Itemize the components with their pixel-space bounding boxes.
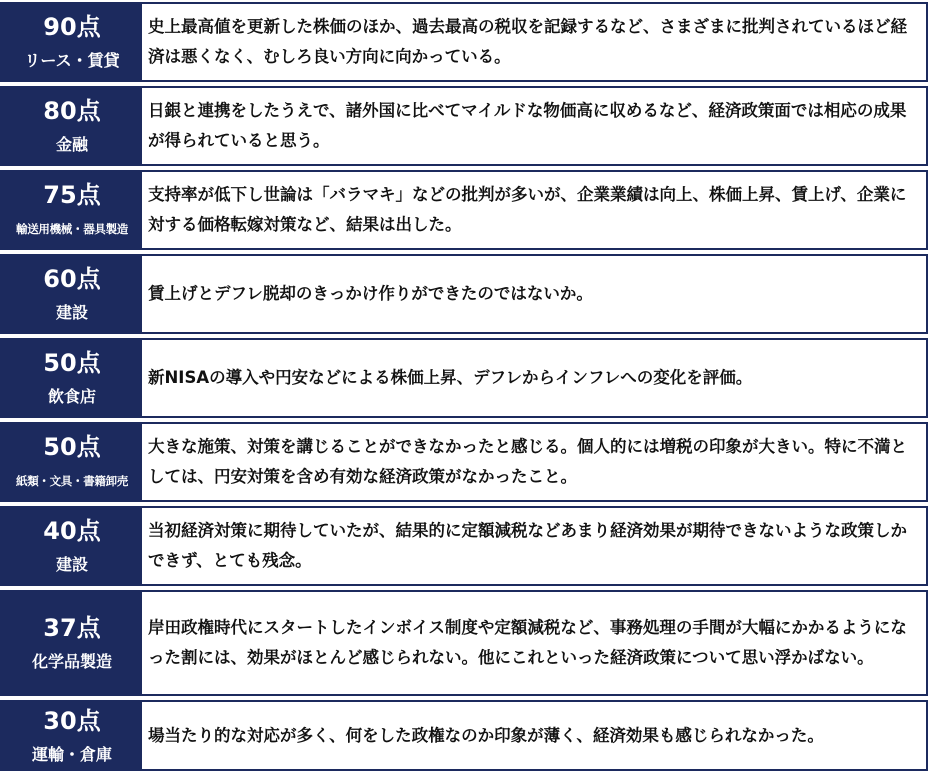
score: 30点 [43,706,101,735]
comment: 支持率が低下し世論は「バラマキ」などの批判が多いが、企業業績は向上、株価上昇、賃上げ、企業に対する価格転嫁対策など、結果は出した。 [148,185,907,234]
row-label [2,172,142,248]
table-row [0,338,928,418]
score: 90点 [43,13,101,41]
industry: 飲食店 [47,387,96,406]
comment: 岸田政権時代にスタートしたインボイス制度や定額減税など、事務処理の手間が大幅にかかるようになった割には、効果がほとんど感じられない。他にこれといった経済政策について思い浮かばない。 [148,618,907,667]
table-row [0,254,928,334]
table-row [0,700,928,771]
row-label [2,256,142,332]
table-row [0,170,928,250]
row-label [2,4,142,80]
comment: 大きな施策、対策を講じることができなかったと感じる。個人的には増税の印象が大きい。特に不満としては、円安対策を含め有効な経済政策がなかったこと。 [148,437,907,486]
row-label [2,340,142,416]
score: 50点 [43,349,101,377]
score: 75点 [43,181,101,209]
score: 60点 [43,265,101,293]
score: 80点 [43,97,101,125]
score: 50点 [43,433,101,461]
score: 37点 [43,614,101,642]
comment: 日銀と連携をしたうえで、諸外国に比べてマイルドな物価高に収めるなど、経済政策面では相応の成果が得られていると思う。 [148,101,907,150]
row-label [2,702,142,769]
industry: 運輸・倉庫 [31,744,112,764]
score: 40点 [43,517,101,545]
industry: 輸送用機械・器具製造 [16,222,128,236]
table-row [0,86,928,166]
industry: 金融 [55,135,88,154]
row-label [2,508,142,584]
row-label [2,424,142,500]
industry: リース・賃貸 [24,51,120,70]
comment: 場当たり的な対応が多く、何をした政権なのか印象が薄く、経済効果も感じられなかった。 [148,725,824,745]
table-row [0,506,928,586]
comment: 当初経済対策に期待していたが、結果的に定額減税などあまり経済効果が期待できないような政策しかできず、とても残念。 [148,521,907,570]
industry: 化学品製造 [31,652,112,671]
industry: 紙類・文具・書籍卸売 [16,474,128,488]
industry: 建設 [55,303,88,322]
industry: 建設 [55,555,88,574]
row-label [2,592,142,694]
comment: 新NISAの導入や円安などによる株価上昇、デフレからインフレへの変化を評価。 [148,368,753,387]
comment: 賃上げとデフレ脱却のきっかけ作りができたのではないか。 [148,284,593,303]
table-row [0,2,928,82]
table-row [0,590,928,696]
table-row [0,422,928,502]
comment: 史上最高値を更新した株価のほか、過去最高の税収を記録するなど、さまざまに批判されているほど経済は悪くなく、むしろ良い方向に向かっている。 [148,17,907,66]
row-label [2,88,142,164]
